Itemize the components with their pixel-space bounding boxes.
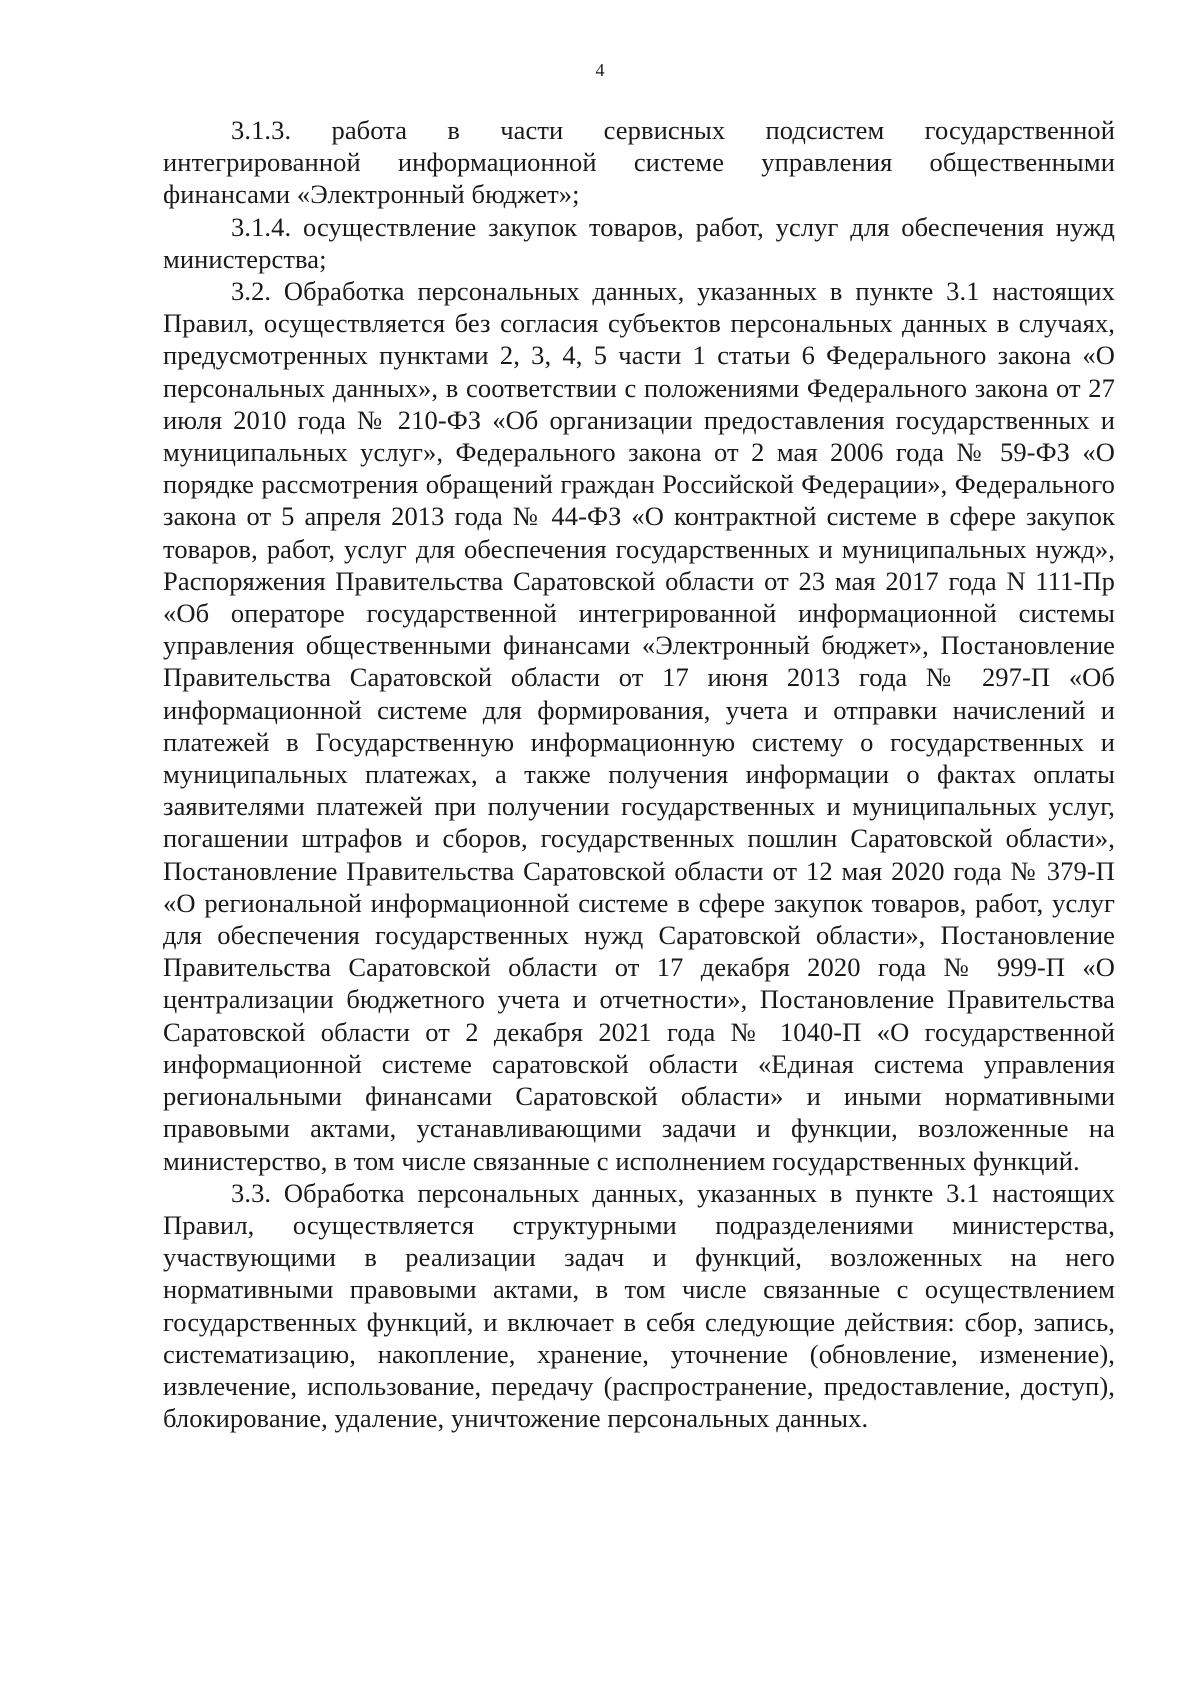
paragraph-3-2: 3.2. Обработка персональных данных, указанных в пункте 3.1 настоящих Правил, осуществляется без согласия субъектов персональных данных в случаях, предусмотренных пунктами 2, 3, 4, 5 части 1 статьи 6 Федерального закона «О персональных данных», в соответствии с положениями Федерального закона от 27 июля 2010 года № 210-ФЗ «Об организации предоставления государственных и муниципальных услуг», Федерального закона от 2 мая 2006 года № 59-ФЗ «О порядке рассмотрения обращений граждан Российской Федерации», Федерального закона от 5 апреля 2013 года № 44-ФЗ «О контрактной системе в сфере закупок товаров, работ, услуг для обеспечения государственных и муниципальных нужд», Распоряжения Правительства Саратовской области от 23 мая 2017 года N 111-Пр «Об операторе государственной интегрированной информационной системы управления общественными финансами «Электронный бюджет», Постановление Правительства Саратовской области от 17 июня 2013 года № 297-П «Об информационной системе для формирования, учета и отправки начислений и платежей в Государственную информационную систему о государственных и муниципальных платежах, а также получения информации о фактах оплаты заявителями платежей при получении государственных и муниципальных услуг, погашении штрафов и сборов, государственных пошлин Саратовской области», Постановление Правительства Саратовской области от 12 мая 2020 года № 379-П «О региональной информационной системе в сфере закупок товаров, работ, услуг для обеспечения государственных нужд Саратовской области», Постановление Правительства Саратовской области от 17 декабря 2020 года № 999-П «О централизации бюджетного учета и отчетности», Постановление Правительства Саратовской области от 2 декабря 2021 года № 1040-П «О государственной информационной системе саратовской области «Единая система управления региональными финансами Саратовской области» и иными нормативными правовыми актами, устанавливающими задачи и функции, возложенные на министерство, в том числе связанные с исполнением государственных функций.	[163, 276, 1115, 1176]
paragraph-3-1-3: 3.1.3. работа в части сервисных подсистем государственной интегрированной информационной системе управления общественными финансами «Электронный бюджет»;	[163, 115, 1115, 210]
page-number: 4	[595, 60, 605, 80]
document-body	[163, 114, 1115, 1434]
paragraph-3-3: 3.3. Обработка персональных данных, указанных в пункте 3.1 настоящих Правил, осуществляется структурными подразделениями министерства, участвующими в реализации задач и функций, возложенных на него нормативными правовыми актами, в том числе связанные с осуществлением государственных функций, и включает в себя следующие действия: сбор, запись, систематизацию, накопление, хранение, уточнение (обновление, изменение), извлечение, использование, передачу (распространение, предоставление, доступ), блокирование, удаление, уничтожение персональных данных.	[163, 1177, 1115, 1434]
paragraph-3-1-4: 3.1.4. осуществление закупок товаров, работ, услуг для обеспечения нужд министерства;	[163, 211, 1115, 274]
